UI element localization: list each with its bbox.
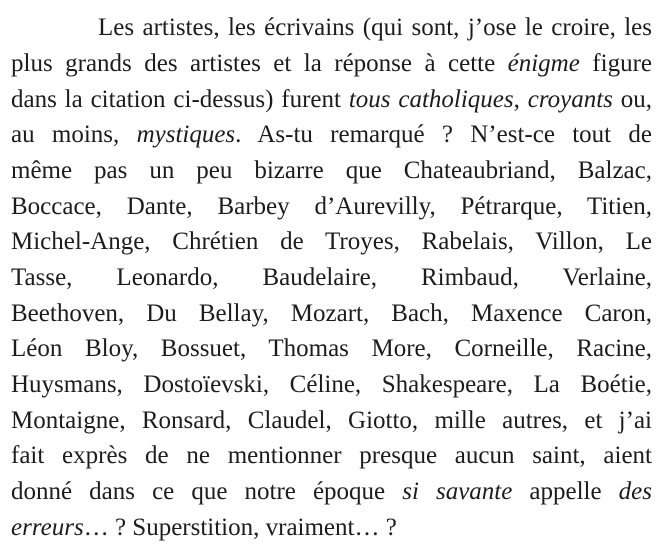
text-line: erreurs… ? Superstition, vraiment… ? [11,514,397,541]
text-line: Beethoven, Du Bellay, Mozart, Bach, Maxence Caron, [11,300,652,327]
italic-phrase: si savante [402,478,513,505]
text-line: Tasse, Leonardo, Baudelaire, Rimbaud, Verlaine, [11,264,652,291]
text-line: Les artistes, les écrivains (qui sont, j’ose le croire, les [98,14,652,41]
text-line: Léon Bloy, Bossuet, Thomas More, Corneille, Racine, [11,335,652,362]
text-line: plus grands des artistes et la réponse à cette énigme figure [11,50,652,77]
text-line: dans la citation ci-dessus) furent tous catholiques, croyants ou, [11,86,652,113]
text-line: fait exprès de ne mentionner presque aucun saint, aient [11,442,652,469]
text-line: Montaigne, Ronsard, Claudel, Giotto, mille autres, et j’ai [11,407,652,434]
text-line: même pas un peu bizarre que Chateaubriand, Balzac, [11,157,652,184]
text-line: au moins, mystiques. As-tu remarqué ? N’est-ce tout de [11,121,653,148]
italic-phrase: des [618,478,652,505]
text-line: Boccace, Dante, Barbey d’Aurevilly, Pétrarque, Titien, [11,193,652,220]
text-line: Michel-Ange, Chrétien de Troyes, Rabelais, Villon, Le [11,228,652,255]
text-line: Huysmans, Dostoïevski, Céline, Shakespeare, La Boétie, [11,371,652,398]
italic-phrase: tous catholiques [348,86,514,113]
italic-phrase: erreurs [11,514,84,541]
text-line: donné dans ce que notre époque si savante appelle des [11,478,652,505]
italic-phrase: énigme [507,50,580,77]
italic-phrase: croyants [527,86,613,113]
italic-phrase: mystiques [136,121,236,148]
